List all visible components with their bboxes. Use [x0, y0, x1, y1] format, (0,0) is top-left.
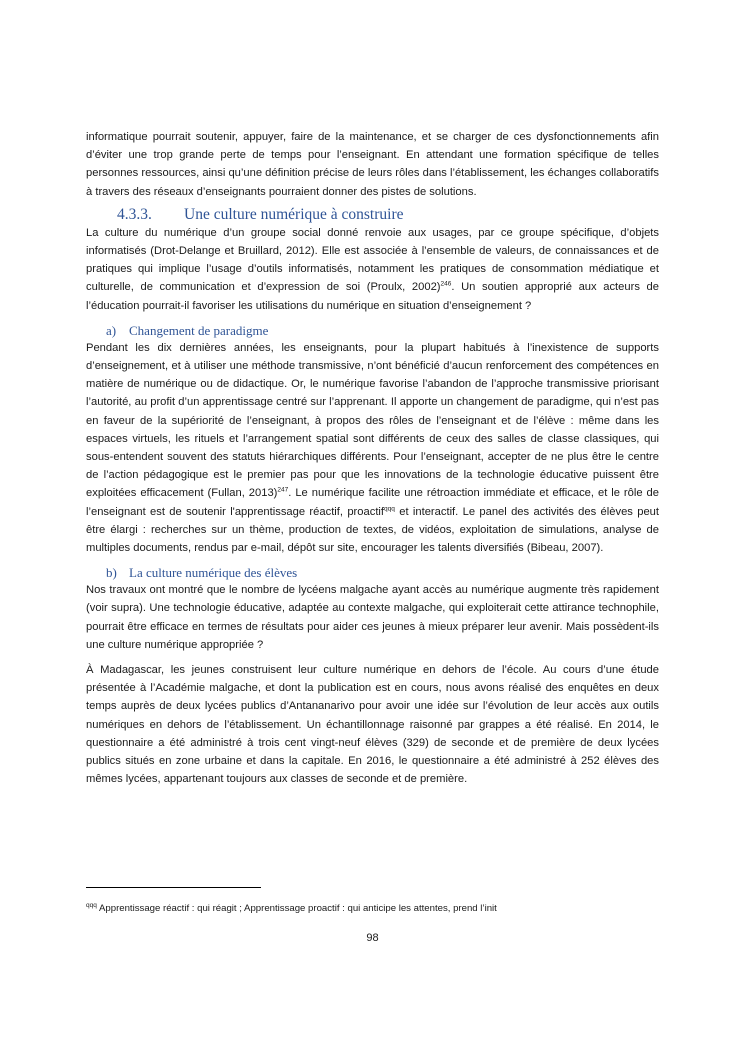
paragraph-paradigm [86, 339, 659, 557]
paragraph-continued [86, 128, 659, 201]
body-content [86, 128, 659, 789]
paragraph-text: . Le numérique facilite une rétroaction immédiate et efficace, et le rôle de l’enseignant est de soutenir l'apprentissage réactif, proactif [86, 487, 659, 518]
subheading-label: a) [106, 322, 117, 338]
subheading-a [106, 322, 659, 339]
section-heading [117, 206, 659, 224]
paragraph-student-access [86, 581, 659, 654]
paragraph-text: Nos travaux ont montré que le nombre de lycéens malgache ayant accès au numérique augmente très rapidement (voir supra). Une technologie éducative, adaptée au contexte malgache, qui exploiterait cette attirance technophile, pourrait être efficace en termes de résultats pour aider ces jeunes à mieux préparer leur avenir. Mais possèdent-ils une culture numérique appropriée ? [86, 584, 659, 651]
footnote-text: Apprentissage réactif : qui réagit ; Apprentissage proactif : qui anticipe les attentes, prend l’init [96, 903, 497, 914]
footnote [86, 902, 686, 915]
footnote-separator [86, 887, 261, 888]
section-number: 4.3.3. [117, 205, 152, 223]
endnote-ref-246: 246 [440, 280, 452, 288]
paragraph-text: et interactif. Le panel des activités des élèves peut être élargi : recherches sur un thème, production de textes, de vidéos, exploitation de simulations, analyse de multiples documents, rendus par e-mail, dépôt sur site, encourager les talents diversifiés (Bibeau, 2007). [86, 505, 659, 555]
paragraph-text: Pendant les dix dernières années, les enseignants, pour la plupart habitués à l’inexistence de supports d’enseignement, et à utiliser une méthode transmissive, n’ont bénéficié d’aucun renforcement des compétences en matière de numérique ou de didactique. Or, le numérique favorise l’abandon de l’approche transmissive priorisant l’autorité, au profit d’un apprentissage centré sur l’apprenant. Il apporte un changement de paradigme, qui n’est pas en faveur de la supériorité de l’enseignant, à propos des rôles de l’enseignant et de l’élève : même dans les espaces virtuels, les rituels et l’arrangement spatial sont différents de ceux des salles de classe classiques, qui sous-entendent souvent des statuts hiérarchiques différents. Pour l’enseignant, accepter de ne plus être le centre de l’action pédagogique est le premier pas pour que les innovations de la technologie éducative puissent être exploitées efficacement (Fullan, 2013) [86, 341, 659, 500]
paragraph-madagascar-study [86, 661, 659, 788]
subheading-title: La culture numérique des élèves [129, 565, 298, 581]
paragraph-text: informatique pourrait soutenir, appuyer, faire de la maintenance, et se charger de ces dysfonctionnements afin d’éviter une trop grande perte de temps pour l’enseignant. En attendant une formation spécifique de telles personnes ressources, ainsi qu’une définition précise de leurs rôles dans l’établissement, les échanges collaboratifs à travers des réseaux d’enseignants pourraient donner des pistes de solutions. [86, 131, 659, 198]
subheading-b [106, 564, 659, 581]
paragraph-text: La culture du numérique d’un groupe social donné renvoie aux usages, par ce groupe spécifique, d’objets informatisés (Drot-Delange et Bruillard, 2012). Elle est associée à l’ensemble de valeurs, de connaissances et de pratiques qui implique l’usage d’outils informatisés, notamment les pratiques de consommation médiatique et culturelle, de communication et d’expression de soi (Proulx, 2002) [86, 226, 659, 294]
paragraph-text: . Un soutien approprié aux acteurs de l’éducation pourrait-il favoriser les utilisations du numérique en situation d’enseignement ? [86, 281, 659, 312]
endnote-ref-247: 247 [277, 486, 289, 494]
subheading-label: b) [106, 565, 117, 581]
subheading-title: Changement de paradigme [129, 322, 269, 338]
footnote-ref-qqq: qqq [384, 504, 395, 512]
footnote-marker: qqq [86, 901, 97, 909]
paragraph-culture-definition [86, 224, 659, 315]
page-number: 98 [366, 932, 379, 944]
paragraph-text: À Madagascar, les jeunes construisent leur culture numérique en dehors de l’école. Au cours d’une étude présentée à l’Académie malgache, et dont la publication est en cours, nous avons réalisé des enquêtes en deux temps auprès de deux lycées publics d’Antananarivo pour avoir une idée sur l’évolution de leur accès aux outils numériques en dehors de l’établissement. Un échantillonnage raisonné par grappes a été réalisé. En 2014, le questionnaire a été administré à trois cent vingt-neuf élèves (329) de seconde et de première de deux lycées publics situés en zone urbaine et dans la capitale. En 2016, le questionnaire a été administré à 252 élèves des mêmes lycées, appartenant toujours aux classes de seconde et de première. [86, 664, 659, 786]
section-title: Une culture numérique à construire [184, 205, 404, 223]
